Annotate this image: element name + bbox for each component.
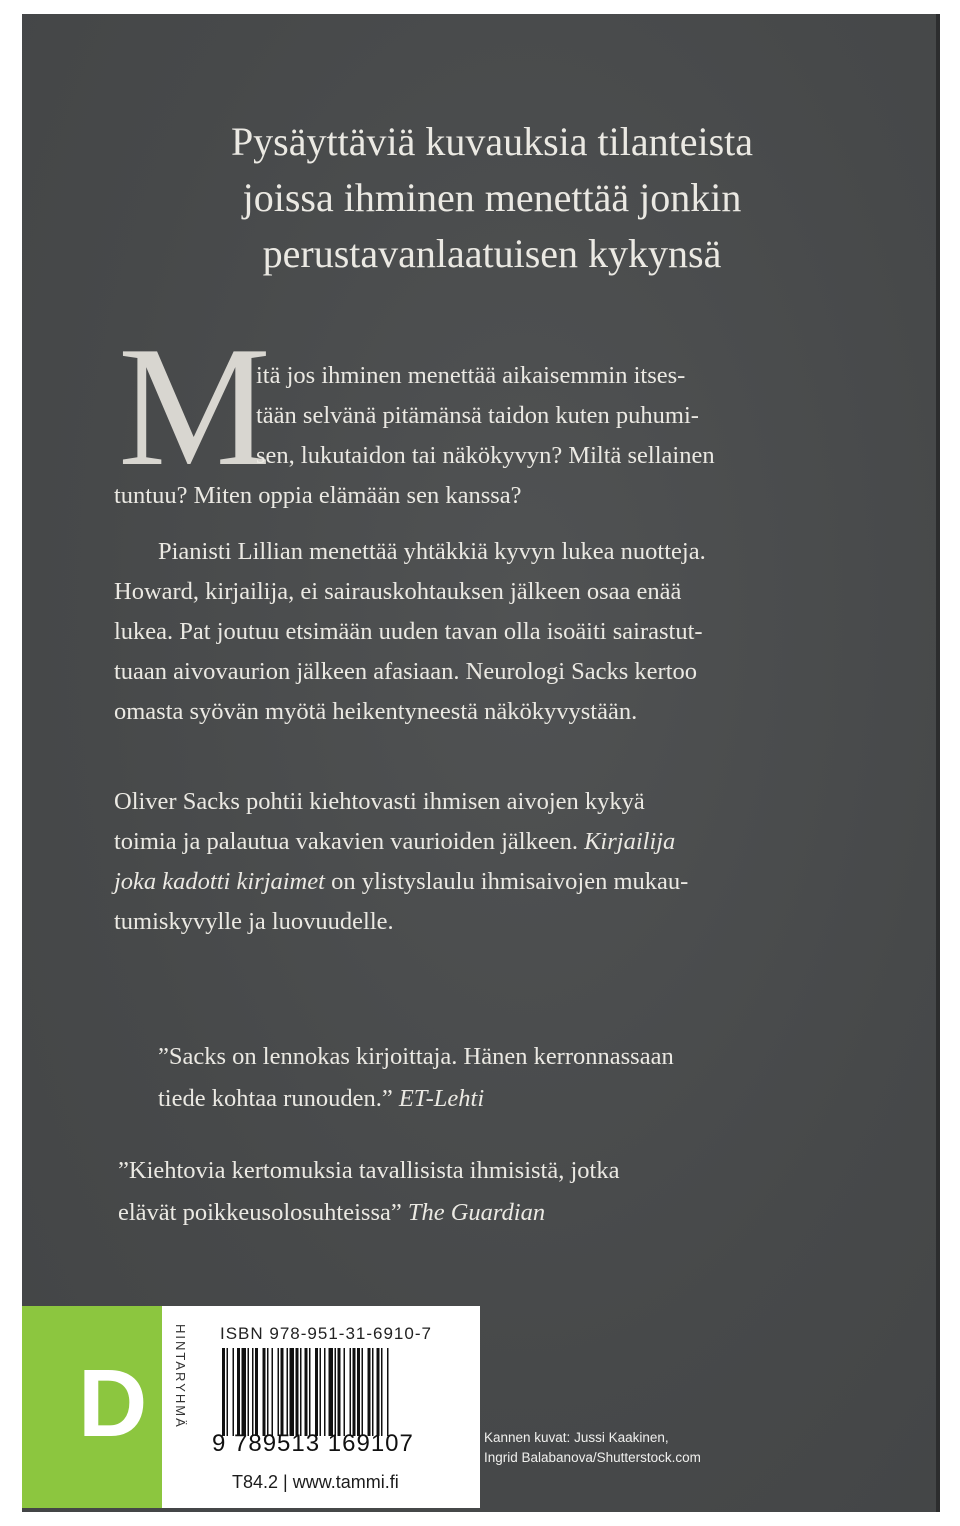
- text-line: sen, lukutaidon tai näkökyvyn? Miltä sellainen: [256, 442, 715, 469]
- text-line: tuntuu? Miten oppia elämään sen kanssa?: [114, 482, 522, 509]
- text-line: [114, 822, 874, 862]
- quote-text: tiede kohtaa runouden.”: [158, 1085, 393, 1112]
- text-line: tumiskyvylle ja luovuudelle.: [114, 908, 394, 935]
- review-quote-1: [158, 1036, 674, 1120]
- headline-line: Pysäyttäviä kuvauksia tilanteista: [230, 119, 754, 164]
- book-title-italic: joka kadotti kirjaimet: [114, 868, 325, 895]
- text-line: Howard, kirjailija, ei sairauskohtauksen jälkeen osaa enää: [114, 578, 682, 605]
- isbn-text: ISBN 978-951-31-6910-7: [220, 1324, 432, 1343]
- headline: [142, 114, 842, 282]
- quote-source: ET-Lehti: [398, 1085, 485, 1112]
- credit-line: Ingrid Balabanova/Shutterstock.com: [484, 1450, 701, 1465]
- book-title-italic: Kirjailija: [584, 828, 676, 855]
- text-line: Oliver Sacks pohtii kiehtovasti ihmisen aivojen kykyä: [114, 788, 645, 815]
- paragraph-1-rest: [114, 476, 874, 516]
- cover-credits: [484, 1428, 701, 1468]
- book-back-cover: [22, 14, 940, 1512]
- quote-line: [158, 1078, 674, 1120]
- review-quote-2: [118, 1150, 619, 1234]
- text-line: omasta syövän myötä heikentyneestä näkökyvystään.: [114, 698, 638, 725]
- text-line: tään selvänä pitämänsä taidon kuten puhumi-: [256, 402, 699, 429]
- text-line: itä jos ihminen menettää aikaisemmin itses-: [256, 362, 686, 389]
- drop-cap: M: [118, 312, 271, 502]
- headline-line: perustavanlaatuisen kykynsä: [262, 231, 722, 276]
- paragraph-2: [114, 532, 874, 732]
- paragraph-1-drop-lines: [256, 356, 876, 476]
- headline-line: joissa ihminen menettää jonkin: [242, 175, 742, 220]
- quote-line: ”Sacks on lennokas kirjoittaja. Hänen kerronnassaan: [158, 1043, 674, 1070]
- text-line: lukea. Pat joutuu etsimään uuden tavan olla isoäiti sairastut-: [114, 618, 703, 645]
- credit-line: Kannen kuvat: Jussi Kaakinen,: [484, 1430, 669, 1445]
- text-line: [114, 862, 874, 902]
- text-segment: on ylistyslaulu ihmisaivojen mukau-: [324, 868, 689, 895]
- barcode-digits: 9 789513 169107: [212, 1430, 414, 1457]
- classification-and-website: T84.2 | www.tammi.fi: [232, 1472, 399, 1492]
- barcode: [218, 1348, 450, 1440]
- text-segment: toimia ja palautua vakavien vaurioiden jälkeen.: [114, 828, 585, 855]
- quote-line: ”Kiehtovia kertomuksia tavallisista ihmisistä, jotka: [118, 1157, 620, 1184]
- quote-line: [118, 1192, 619, 1234]
- price-group-letter: D: [78, 1350, 148, 1457]
- paragraph-3: [114, 782, 874, 942]
- quote-source: The Guardian: [407, 1199, 546, 1226]
- price-group-label: HINTARYHMÄ: [173, 1324, 188, 1429]
- quote-text: elävät poikkeusolosuhteissa”: [118, 1199, 402, 1226]
- text-line: tuaan aivovaurion jälkeen afasiaan. Neurologi Sacks kertoo: [114, 658, 698, 685]
- text-line: Pianisti Lillian menettää yhtäkkiä kyvyn lukea nuotteja.: [158, 538, 706, 565]
